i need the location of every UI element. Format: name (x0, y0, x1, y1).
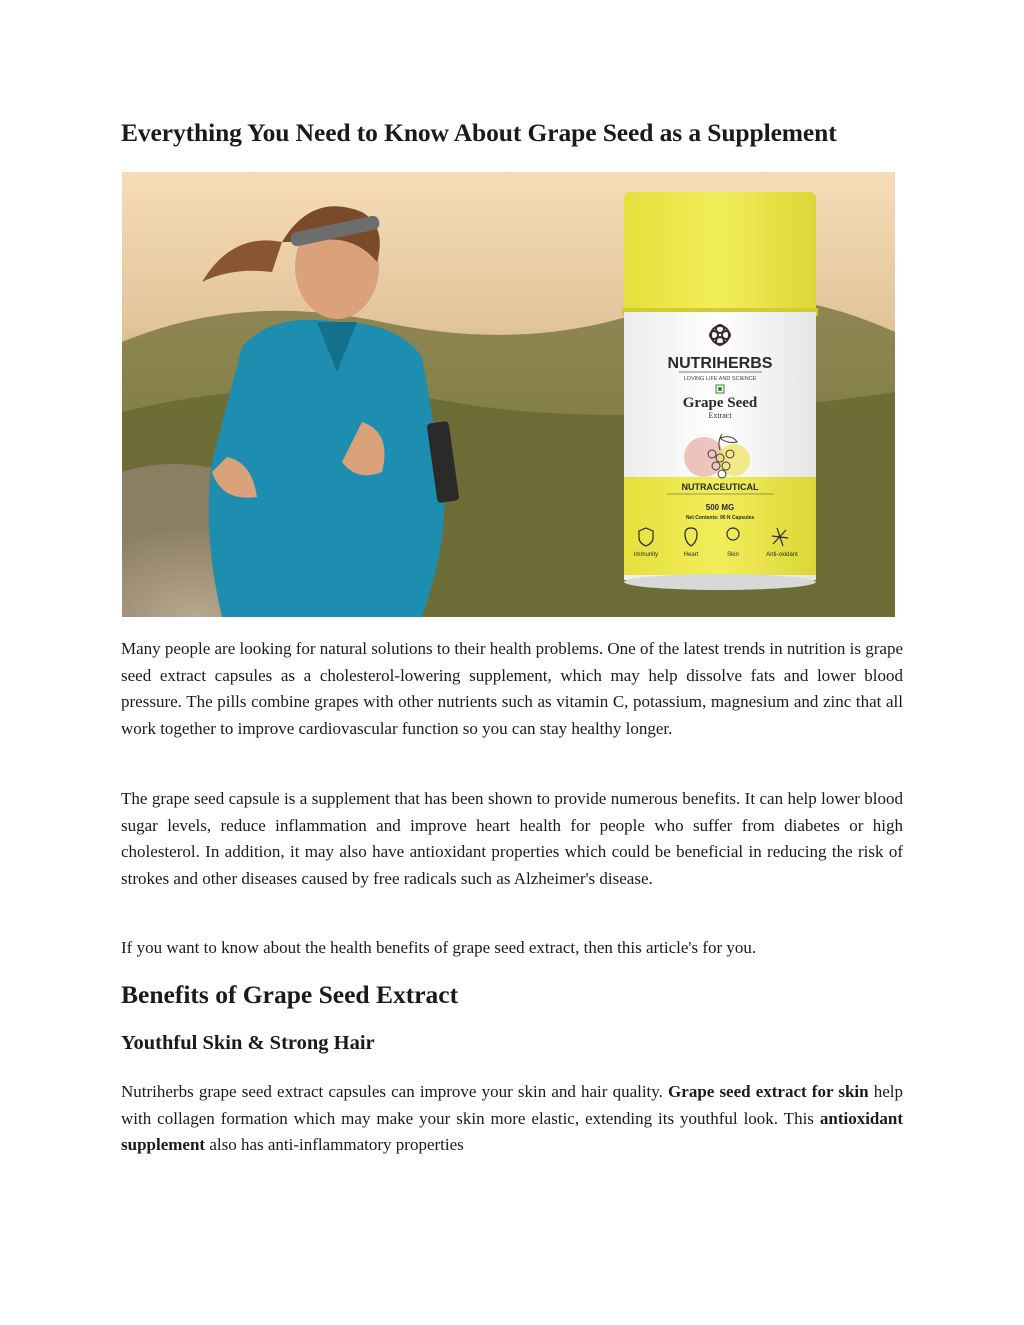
product-category: NUTRACEUTICAL (681, 482, 759, 492)
bold-term-antioxidant-supplement: antioxidant supplement (121, 1108, 903, 1154)
benefit-label-immunity: Immunity (633, 552, 659, 558)
paragraph-intro: Many people are looking for natural solutions to their health problems. One of the latest trends in nutrition is grape seed extract capsules as a cholesterol-lowering supplement, which may help dissolve fats and lower blood pressure. The pills combine grapes with other nutrients such as vitamin C, potassium, magnesium and zinc that all work together to improve cardiovascular function so you can stay healthy longer. (121, 639, 903, 738)
paragraph-article-lead: If you want to know about the health benefits of grape seed extract, then this article's for you. (121, 938, 757, 957)
benefit-label-heart: Heart (683, 552, 699, 558)
paragraph-skin-hair (121, 1079, 903, 1159)
text-run: help with collagen formation which may make your skin more elastic, extending its youthful look. This (121, 1082, 903, 1128)
subsection-heading-skin-hair: Youthful Skin & Strong Hair (121, 1032, 375, 1054)
product-dose: 500 MG (705, 503, 735, 512)
brand-label: NUTRIHERBS (667, 355, 773, 372)
hero-image (122, 172, 895, 617)
text-run: also has anti-inflammatory properties (205, 1135, 464, 1154)
benefit-label-antioxidant: Anti-oxidant (766, 552, 798, 558)
page-title: Everything You Need to Know About Grape Seed as a Supplement (121, 118, 837, 147)
brand-tagline: LOVING LIFE AND SCIENCE (683, 376, 757, 382)
section-heading-benefits: Benefits of Grape Seed Extract (121, 980, 459, 1009)
paragraph-capsule-benefits: The grape seed capsule is a supplement that has been shown to provide numerous benefits. It can help lower blood sugar levels, reduce inflammation and improve heart health for people who suffer from diabetes or high cholesterol. In addition, it may also have antioxidant properties which could be beneficial in reducing the risk of strokes and other diseases caused by free radicals such as Alzheimer's disease. (121, 789, 903, 888)
product-jar (622, 192, 818, 590)
text-run: Nutriherbs grape seed extract capsules can improve your skin and hair quality. (121, 1082, 669, 1101)
benefit-label-skin: Skin (727, 552, 739, 558)
product-subname: Extract (708, 411, 732, 420)
product-contents: Net Contents: 90 N Capsules (685, 515, 755, 521)
product-name: Grape Seed (682, 395, 758, 411)
bold-term-grape-seed-skin: Grape seed extract for skin (668, 1082, 869, 1101)
